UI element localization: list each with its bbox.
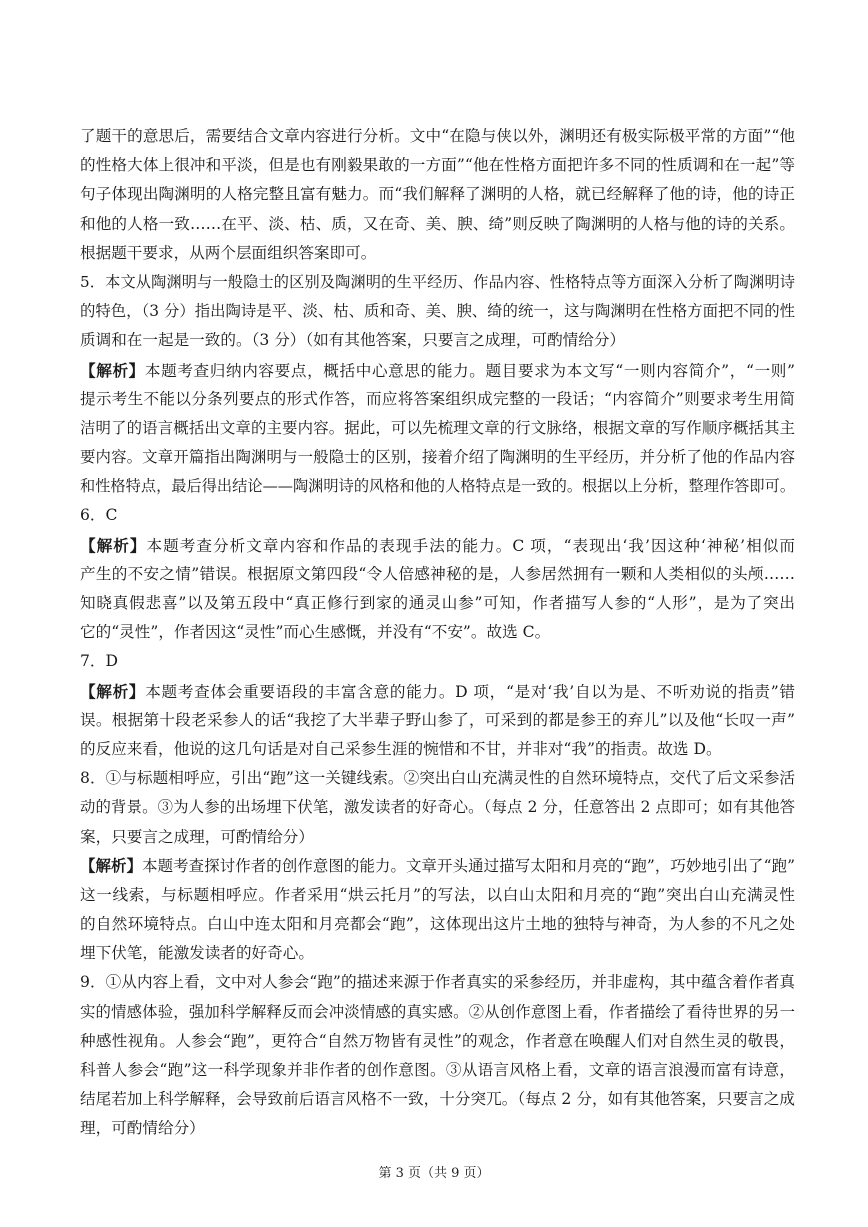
text-line <box>80 180 795 209</box>
text-line <box>80 618 795 647</box>
text-line <box>80 735 795 764</box>
text-line <box>80 647 795 676</box>
text-line <box>80 764 795 793</box>
line-text: 和他的人格一致……在平、淡、枯、质，又在奇、美、腴、绮”则反映了陶渊明的人格与他的诗的关系。 <box>80 214 795 233</box>
text-line <box>80 239 795 268</box>
text-line <box>80 793 795 822</box>
line-text: 8．①与标题相呼应，引出“跑”这一关键线索。②突出白山充满灵性的自然环境特点，交代了后文采参活 <box>80 769 795 788</box>
analysis-tag: 【解析】 <box>80 360 145 380</box>
line-text: 了题干的意思后，需要结合文章内容进行分析。文中“在隐与侠以外，渊明还有极实际极平常的方面”“他 <box>80 127 795 145</box>
text-line <box>80 268 795 297</box>
line-text: 5．本文从陶渊明与一般隐士的区别及陶渊明的生平经历、作品内容、性格特点等方面深入分析了陶渊明诗 <box>80 272 795 291</box>
line-text: 误。根据第十段老采参人的话“我挖了大半辈子野山参了，可采到的都是参王的弃儿”以及他“长叹一声” <box>80 710 795 729</box>
text-line <box>80 823 795 852</box>
text-line <box>80 414 795 443</box>
text-line <box>80 706 795 735</box>
line-text: 实的情感体验，强加科学解释反而会冲淡情感的真实感。②从创作意图上看，作者描绘了看待世界的另一 <box>80 1002 795 1021</box>
text-line <box>80 356 795 385</box>
text-line <box>80 472 795 501</box>
text-line <box>80 501 795 530</box>
line-text: 案，只要言之成理，可酌情给分） <box>80 827 314 846</box>
line-text: 的特色，（3 分）指出陶诗是平、淡、枯、质和奇、美、腴、绮的统一，这与陶渊明在性格方面把不同的性 <box>80 302 795 321</box>
text-line <box>80 968 795 997</box>
line-text: 产生的不安之情”错误。根据原文第四段“令人倍感神秘的是，人参居然拥有一颗和人类相似的头颅…… <box>80 564 795 583</box>
line-text: 种感性视角。人参会“跑”，更符合“自然万物皆有灵性”的观念，作者意在唤醒人们对自然生灵的敬畏， <box>80 1031 795 1050</box>
analysis-tag: 【解析】 <box>80 681 146 701</box>
line-text: 科普人参会“跑”这一科学现象并非作者的创作意图。③从语言风格上看，文章的语言浪漫而富有诗意， <box>80 1061 795 1079</box>
line-text: 9．①从内容上看，文中对人参会“跑”的描述来源于作者真实的采参经历，并非虚构，其中蕴含着作者真 <box>80 973 795 992</box>
line-text: 本题考查分析文章内容和作品的表现手法的能力。C 项，“表现出‘我’因这种‘神秘’相似而 <box>146 536 795 555</box>
line-text: 要内容。文章开篇指出陶渊明与一般隐士的区别，接着介绍了陶渊明的生平经历，并分析了他的作品内容 <box>80 448 795 467</box>
analysis-tag: 【解析】 <box>80 856 143 875</box>
text-line <box>80 297 795 326</box>
text-line <box>80 560 795 589</box>
text-line <box>80 589 795 618</box>
text-line <box>80 852 795 881</box>
page-footer: 第 3 页（共 9 页） <box>378 1166 490 1181</box>
line-text: 知晓真假悲喜”以及第五段中“真正修行到家的通灵山参”可知，作者描写人参的“人形”，是为了突出 <box>80 594 795 612</box>
text-line <box>80 1056 795 1085</box>
line-text: 7．D <box>80 652 119 671</box>
line-text: 埋下伏笔，能激发读者的好奇心。 <box>80 944 314 963</box>
text-line <box>80 1027 795 1056</box>
text-line <box>80 1114 795 1143</box>
line-text: 本题考查探讨作者的创作意图的能力。文章开头通过描写太阳和月亮的“跑”，巧妙地引出了“跑” <box>142 856 795 875</box>
line-text: 本题考查归纳内容要点，概括中心意思的能力。题目要求为本文写“一则内容简介”，“一则” <box>144 361 795 380</box>
line-text: 的反应来看，他说的这几句话是对自己采参生涯的惋惜和不甘，并非对“我”的指责。故选 D。 <box>80 739 722 758</box>
text-line <box>80 326 795 355</box>
text-line <box>80 210 795 239</box>
text-line <box>80 677 795 706</box>
text-line <box>80 881 795 910</box>
text-line <box>80 910 795 939</box>
line-text: 根据题干要求，从两个层面组织答案即可。 <box>80 243 377 262</box>
text-line <box>80 443 795 472</box>
line-text: 它的“灵性”，作者因这“灵性”而心生感慨，并没有“不安”。故选 C。 <box>80 623 551 642</box>
text-line <box>80 385 795 414</box>
text-line <box>80 1085 795 1114</box>
line-text: 这一线索，与标题相呼应。作者采用“烘云托月”的写法，以白山太阳和月亮的“跑”突出白山充满灵性 <box>80 885 795 904</box>
line-text: 质调和在一起是一致的。（3 分）（如有其他答案，只要言之成理，可酌情给分） <box>80 331 626 350</box>
line-text: 理，可酌情给分） <box>80 1119 205 1138</box>
answer-text-body <box>80 122 795 1144</box>
line-text: 洁明了的语言概括出文章的主要内容。据此，可以先梳理文章的行文脉络，根据文章的写作顺序概括其主 <box>80 418 795 437</box>
text-line <box>80 151 795 180</box>
line-text: 和性格特点，最后得出结论——陶渊明诗的风格和他的人格特点是一致的。根据以上分析，整理作答即可。 <box>80 477 795 496</box>
text-line <box>80 531 795 560</box>
text-line <box>80 998 795 1027</box>
analysis-tag: 【解析】 <box>80 535 147 555</box>
line-text: 的性格大体上很冲和平淡，但是也有刚毅果敢的一方面”“他在性格方面把许多不同的性质调和在一起”等 <box>80 156 795 175</box>
line-text: 本题考查体会重要语段的丰富含意的能力。D 项，“是对‘我’自以为是、不听劝说的指责”错 <box>145 682 795 701</box>
line-text: 6．C <box>80 506 118 525</box>
text-line <box>80 939 795 968</box>
line-text: 提示考生不能以分条列要点的形式作答，而应将答案组织成完整的一段话；“内容简介”则要求考生用简 <box>80 389 795 408</box>
line-text: 动的背景。③为人参的出场埋下伏笔，激发读者的好奇心。（每点 2 分，任意答出 2 点即可；如有其他答 <box>80 798 795 817</box>
line-text: 结尾若加上科学解释，会导致前后语言风格不一致，十分突兀。（每点 2 分，如有其他答案，只要言之成 <box>80 1090 795 1109</box>
text-line <box>80 122 795 151</box>
line-text: 句子体现出陶渊明的人格完整且富有魅力。而“我们解释了渊明的人格，就已经解释了他的诗，他的诗正 <box>80 185 795 204</box>
line-text: 的自然环境特点。白山中连太阳和月亮都会“跑”，这体现出这片土地的独特与神奇，为人参的不凡之处 <box>80 915 795 934</box>
